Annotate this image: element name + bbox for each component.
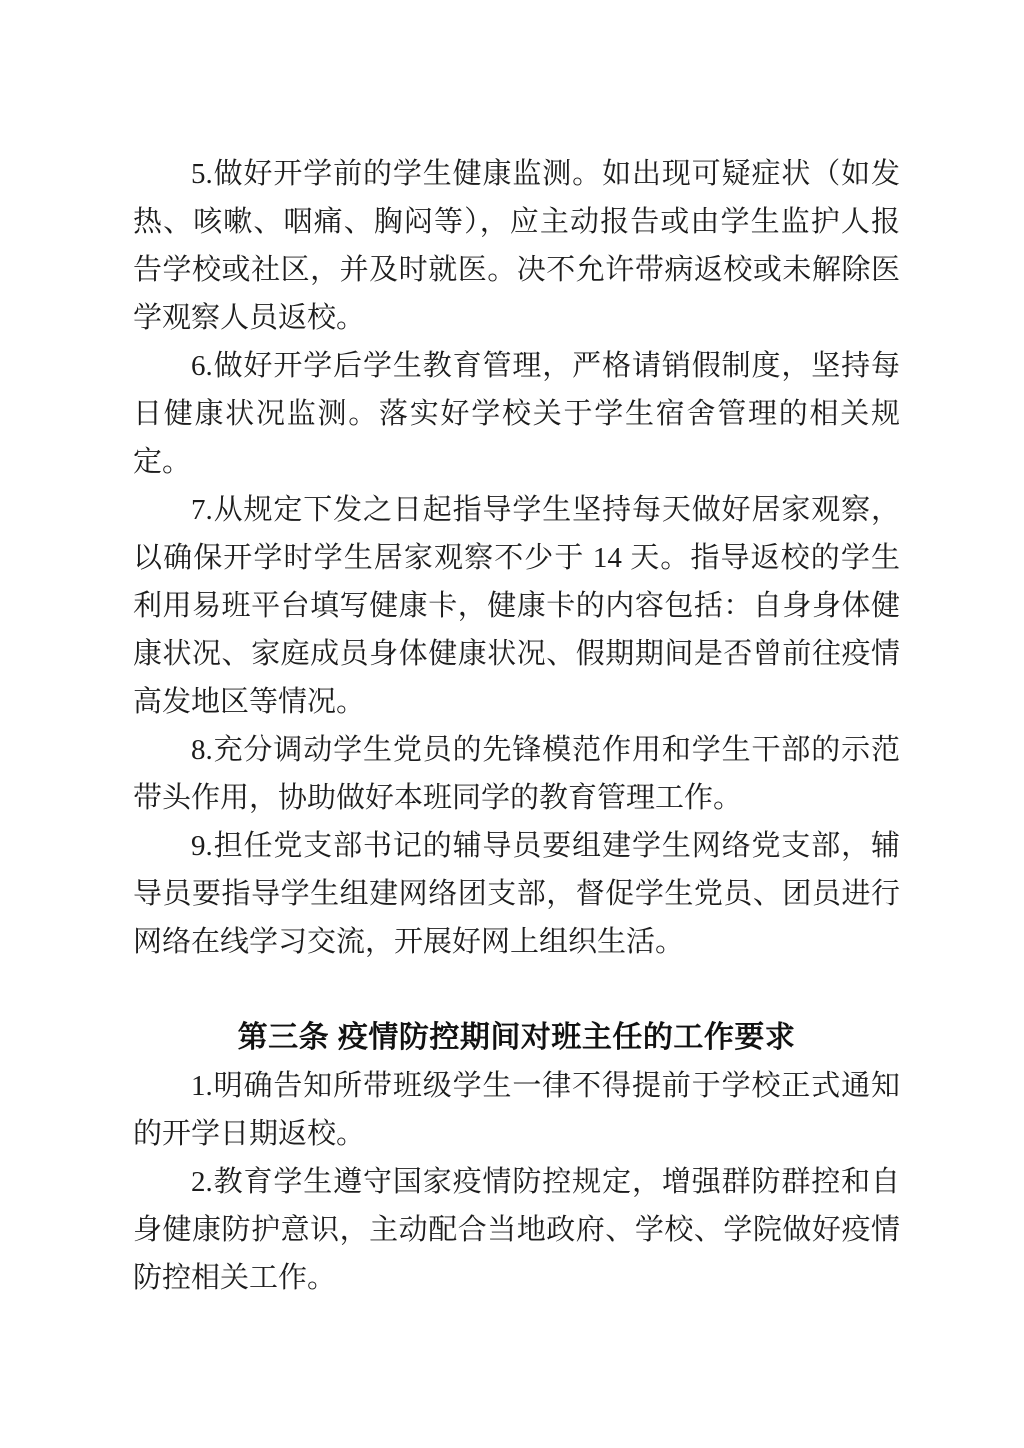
section-3-heading: 第三条 疫情防控期间对班主任的工作要求 — [237, 1021, 796, 1054]
paragraph-item-5-health-monitoring: 5.做好开学前的学生健康监测。如出现可疑症状（如发热、咳嗽、咽痛、胸闷等），应主动报告或由学生监护人报告学校或社区，并及时就医。决不允许带病返校或未解除医学观察人员返校。 — [133, 158, 900, 334]
paragraph-item-1-no-early-return: 1.明确告知所带班级学生一律不得提前于学校正式通知的开学日期返校。 — [133, 1070, 900, 1150]
paragraph-item-9-online-branch: 9.担任党支部书记的辅导员要组建学生网络党支部，辅导员要指导学生组建网络团支部，督促学生党员、团员进行网络在线学习交流，开展好网上组织生活。 — [133, 830, 900, 958]
paragraph-item-6-post-opening-management: 6.做好开学后学生教育管理，严格请销假制度，坚持每日健康状况监测。落实好学校关于学生宿舍管理的相关规定。 — [133, 350, 900, 478]
paragraph-item-8-party-member-role: 8.充分调动学生党员的先锋模范作用和学生干部的示范带头作用，协助做好本班同学的教育管理工作。 — [133, 734, 900, 814]
paragraph-item-7-home-observation: 7.从规定下发之日起指导学生坚持每天做好居家观察，以确保开学时学生居家观察不少于 14 天。指导返校的学生利用易班平台填写健康卡，健康卡的内容包括：自身身体健康状况、家庭成员身体健康状况、假期期间是否曾前往疫情高发地区等情况。 — [133, 494, 900, 718]
paragraph-item-2-follow-regulations: 2.教育学生遵守国家疫情防控规定，增强群防群控和自身健康防护意识，主动配合当地政府、学校、学院做好疫情防控相关工作。 — [133, 1166, 900, 1294]
